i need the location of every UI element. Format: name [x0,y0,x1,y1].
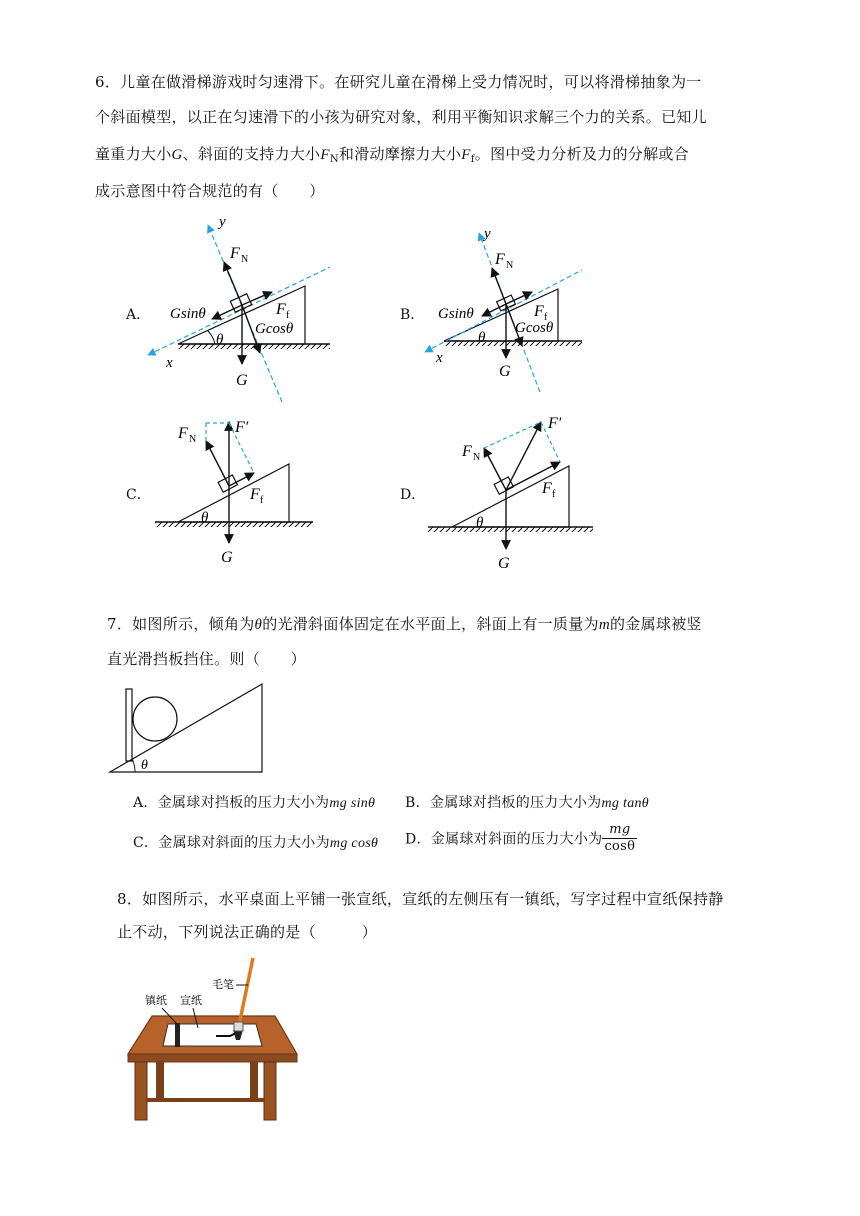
fraction-num: mg [602,822,637,839]
q7-option-c-text: C．金属球对斜面的压力大小为 [133,835,330,851]
table-leg-fl [135,1062,147,1120]
q7-option-d-text: D．金属球对斜面的压力大小为 [405,831,603,848]
fn-label: F [495,251,505,268]
symbol-FN-sub: N [329,154,339,165]
gsin-label: Gsinθ [438,306,474,322]
gcos-label: Gcosθ [255,321,294,337]
fn-sub: N [241,254,249,265]
fn-sub: N [473,452,481,463]
label-weight: 镇纸 [145,995,167,1007]
fn-label: F [462,443,472,460]
table-leg-fr [264,1062,276,1120]
ff-sub: f [544,312,548,323]
q7-option-a-expr: mg sinθ [329,796,376,811]
q7-line-1c: 的金属球被竖 [609,615,702,633]
g-label: G [221,549,233,566]
option-b-label: B． [400,307,425,323]
fp-label: F′ [548,415,562,432]
option-d-label: D． [400,487,426,503]
table-edge [128,1054,297,1062]
symbol-G: G [171,147,183,163]
gcos-label: Gcosθ [515,320,554,336]
fn-label: F [178,425,188,442]
ff-label: F [250,486,260,503]
table-leg-bl [156,1062,164,1102]
q7-line-2: 直光滑挡板挡住。则（ ） [107,650,306,668]
g-label: G [498,555,510,572]
q7-line-1a: 7．如图所示，倾角为 [107,615,255,633]
q6-line-2: 个斜面模型，以正在匀速滑下的小孩为研究对象，利用平衡知识求解三个力的关系。已知儿 [95,108,708,126]
ff-sub: f [286,310,290,321]
label-brush: 毛笔 [212,979,234,991]
x-label: x [436,350,443,366]
ff-label: F [534,303,544,320]
brush-ferrule [234,1022,243,1031]
gsin-label: Gsinθ [170,306,206,322]
q7-option-a-text: A．金属球对挡板的压力大小为 [133,795,330,811]
y-label: y [219,214,226,230]
fn-sub: N [506,260,514,271]
q6-line-1: 6．儿童在做滑梯游戏时匀速滑下。在研究儿童在滑梯上受力情况时，可以将滑梯抽象为一 [95,73,702,91]
q6-line-3b: 、斜面的支持力大小 [182,145,321,163]
q6-line-3a: 童重力大小 [95,145,172,163]
option-a-label: A． [126,307,151,323]
symbol-m: m [598,617,610,633]
theta-label: θ [141,758,148,773]
q7-option-b-expr: mg tanθ [601,796,649,811]
option-c-label: C． [126,487,151,503]
theta-label: θ [478,330,486,346]
q8-line-2: 止不动，下列说法正确的是（ ） [117,923,378,941]
table-leg-br [250,1062,258,1102]
theta-label: θ [201,510,209,526]
q7-line-1b: 的光滑斜面体固定在水平面上，斜面上有一质量为 [262,615,599,633]
theta-label: θ [216,332,224,348]
q6-line-3d: 。图中受力分析及力的分解或合 [474,145,689,163]
g-label: G [236,372,248,389]
symbol-FN: F [320,147,330,163]
g-label: G [499,363,511,380]
symbol-Ff: F [461,147,471,163]
y-label: y [484,226,491,242]
symbol-theta: θ [254,617,263,633]
q8-line-1: 8．如图所示，水平桌面上平铺一张宣纸，宣纸的左侧压有一镇纸，写字过程中宣纸保持静 [117,890,724,908]
ff-sub: f [552,489,556,500]
ff-label: F [542,480,552,497]
q7-option-b-text: B．金属球对挡板的压力大小为 [405,795,602,811]
ff-label: F [276,301,286,318]
fn-sub: N [189,434,197,445]
theta-label: θ [476,515,484,531]
q6-line-3c: 和滑动摩擦力大小 [338,145,462,163]
x-label: x [166,355,173,371]
fraction-den: cosθ [604,839,636,854]
symbol-Ff-sub: f [470,154,475,165]
fp-label: F′ [235,419,249,436]
label-paper: 宣纸 [180,995,202,1007]
q6-line-4: 成示意图中符合规范的有（ ） [95,182,325,200]
paper-weight [175,1023,180,1047]
fn-label: F [230,245,240,262]
ff-sub: f [260,495,264,506]
q7-option-c-expr: mg cosθ [329,836,379,851]
